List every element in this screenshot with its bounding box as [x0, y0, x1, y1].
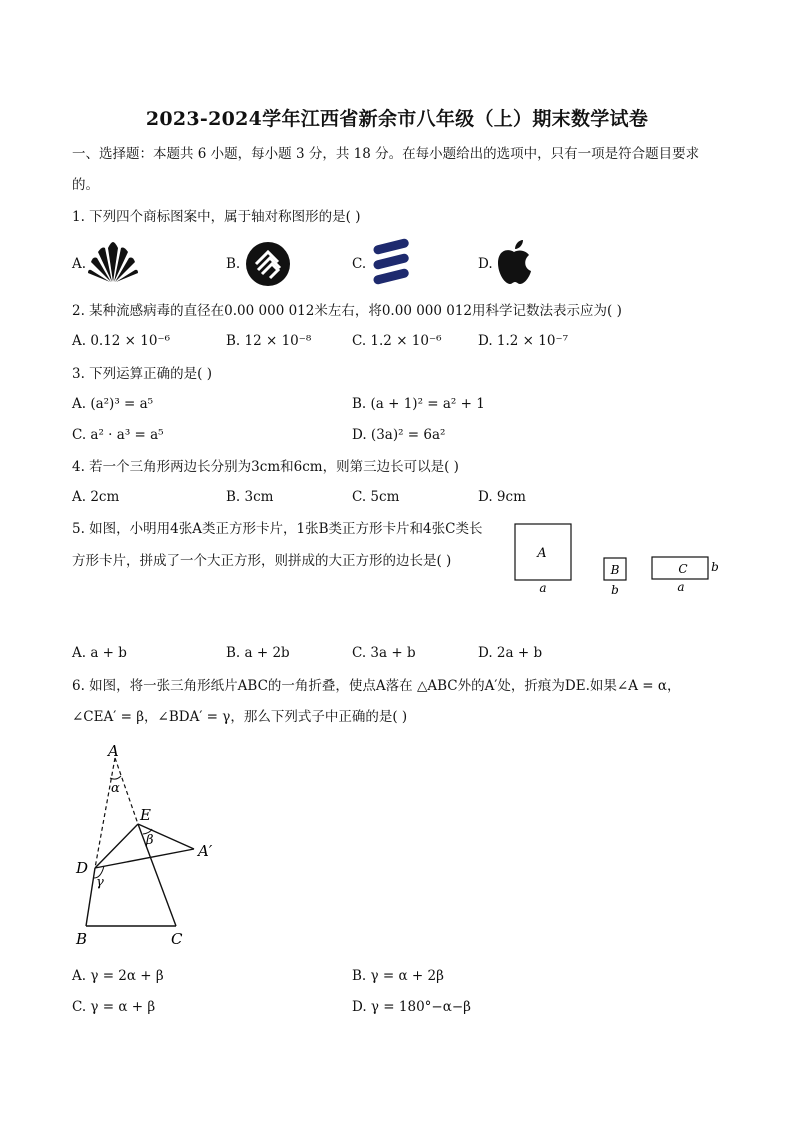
label-e: E: [140, 806, 151, 824]
q6-option-d[interactable]: D. γ = 180°−α−β: [352, 999, 471, 1015]
label-c: C: [171, 930, 183, 948]
label-gamma: γ: [96, 875, 104, 890]
label-b: B: [76, 930, 88, 948]
q4-stem: 4. 若一个三角形两边长分别为3cm和6cm，则第三边长可以是( ): [72, 459, 459, 475]
q5-stem-line1: 5. 如图，小明用4张A类正方形卡片，1张B类正方形卡片和4张C类长: [72, 521, 483, 537]
q1-option-a-label[interactable]: A.: [72, 256, 87, 272]
q1-stem: 1. 下列四个商标图案中，属于轴对称图形的是( ): [72, 209, 361, 225]
q4-option-c[interactable]: C. 5cm: [352, 489, 400, 505]
q6-option-a[interactable]: A. γ = 2α + β: [72, 968, 164, 984]
huawei-logo-icon: [86, 240, 140, 284]
label-a-prime: A′: [198, 842, 213, 860]
label-d: D: [76, 859, 89, 877]
china-mobile-logo-icon: [244, 240, 292, 288]
q2-option-d[interactable]: D. 1.2 × 10⁻⁷: [478, 333, 569, 349]
card-b-side-label: b: [611, 583, 619, 597]
q3-stem: 3. 下列运算正确的是( ): [72, 366, 212, 382]
q2-option-b[interactable]: B. 12 × 10⁻⁸: [226, 333, 312, 349]
q5-option-b[interactable]: B. a + 2b: [226, 645, 290, 661]
card-a-text: A: [537, 546, 547, 561]
side-ce: [138, 824, 176, 926]
q6-stem-line2: ∠CEA′ = β，∠BDA′ = γ，那么下列式子中正确的是( ): [72, 709, 408, 725]
apple-logo-icon: [494, 238, 534, 286]
q1-option-b-label[interactable]: B.: [226, 256, 241, 272]
q6-option-b[interactable]: B. γ = α + 2β: [352, 968, 444, 984]
q5-option-c[interactable]: C. 3a + b: [352, 645, 416, 661]
q3-option-a[interactable]: A. (a²)³ = a⁵: [72, 396, 154, 412]
q5-figure: [505, 515, 725, 600]
alpha-arc: [110, 776, 121, 779]
section-header-line2: 的。: [72, 177, 99, 193]
ericsson-logo-icon: [370, 238, 414, 286]
q6-triangle-figure: [70, 738, 230, 953]
label-a: A: [108, 742, 119, 760]
q3-option-c[interactable]: C. a² · a³ = a⁵: [72, 427, 164, 443]
q2-stem: 2. 某种流感病毒的直径在0.00 000 012米左右，将0.00 000 012用科学记数法表示应为( ): [72, 303, 622, 319]
card-c-text: C: [678, 562, 688, 576]
q2-option-c[interactable]: C. 1.2 × 10⁻⁶: [352, 333, 442, 349]
q5-option-a[interactable]: A. a + b: [72, 645, 127, 661]
label-alpha: α: [111, 781, 120, 796]
card-c-bottom-label: a: [677, 580, 685, 594]
label-beta: β: [146, 833, 154, 848]
card-c-side-label: b: [711, 560, 719, 574]
page-title: 2023-2024学年江西省新余市八年级（上）期末数学试卷: [145, 108, 649, 130]
section-header-line1: 一、选择题：本题共 6 小题，每小题 3 分，共 18 分。在每小题给出的选项中，只有一项是符合题目要求: [72, 146, 700, 162]
q1-option-c-label[interactable]: C.: [352, 256, 367, 272]
q2-option-a[interactable]: A. 0.12 × 10⁻⁶: [72, 333, 171, 349]
card-b-text: B: [610, 563, 620, 577]
q1-option-d-label[interactable]: D.: [478, 256, 493, 272]
q4-option-a[interactable]: A. 2cm: [72, 489, 120, 505]
q5-stem-line2: 方形卡片，拼成了一个大正方形，则拼成的大正方形的边长是( ): [72, 553, 452, 569]
card-a-side-label: a: [539, 581, 547, 595]
q6-option-c[interactable]: C. γ = α + β: [72, 999, 156, 1015]
q6-stem-line1: 6. 如图，将一张三角形纸片ABC的一角折叠，使点A落在 △ABC外的A′处，折痕为DE.如果∠A = α，: [72, 678, 681, 694]
q3-option-d[interactable]: D. (3a)² = 6a²: [352, 427, 446, 443]
q4-option-d[interactable]: D. 9cm: [478, 489, 526, 505]
q5-option-d[interactable]: D. 2a + b: [478, 645, 543, 661]
q4-option-b[interactable]: B. 3cm: [226, 489, 274, 505]
q3-option-b[interactable]: B. (a + 1)² = a² + 1: [352, 396, 485, 412]
